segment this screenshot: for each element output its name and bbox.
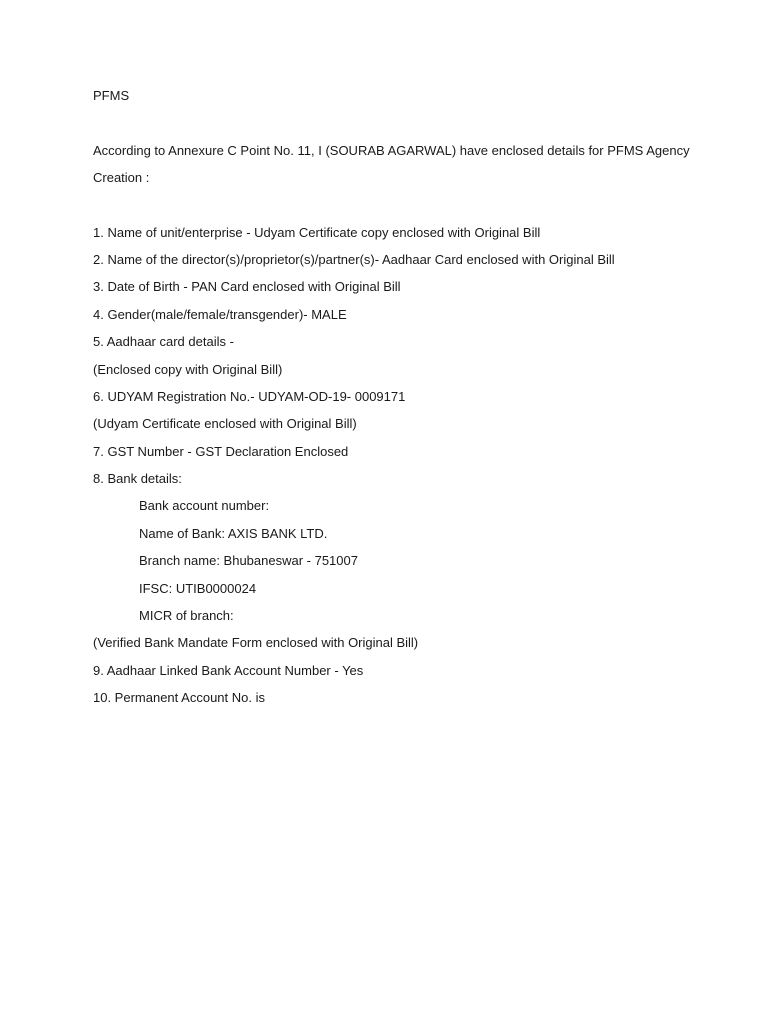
list-item: 10. Permanent Account No. is xyxy=(93,690,265,705)
intro-line-2: Creation : xyxy=(93,170,150,185)
list-item: (Enclosed copy with Original Bill) xyxy=(93,362,283,377)
list-item: (Verified Bank Mandate Form enclosed with Original Bill) xyxy=(93,635,419,650)
intro-line-1: According to Annexure C Point No. 11, I (SOURAB AGARWAL) have enclosed details for PFMS Agency xyxy=(93,143,690,158)
bank-detail-item: Name of Bank: AXIS BANK LTD. xyxy=(139,526,328,541)
list-item: 1. Name of unit/enterprise - Udyam Certificate copy enclosed with Original Bill xyxy=(93,225,541,240)
bank-detail-item: Bank account number: xyxy=(139,498,270,513)
list-item: 8. Bank details: xyxy=(93,471,182,486)
list-item: 4. Gender(male/female/transgender)- MALE xyxy=(93,307,347,322)
list-item: 5. Aadhaar card details - xyxy=(93,334,234,349)
list-item: 3. Date of Birth - PAN Card enclosed with Original Bill xyxy=(93,279,401,294)
list-item: 6. UDYAM Registration No.- UDYAM-OD-19- 0009171 xyxy=(93,389,406,404)
bank-detail-item: Branch name: Bhubaneswar - 751007 xyxy=(139,553,358,568)
bank-detail-item: IFSC: UTIB0000024 xyxy=(139,581,257,596)
list-item: (Udyam Certificate enclosed with Original Bill) xyxy=(93,416,357,431)
list-item: 2. Name of the director(s)/proprietor(s)/partner(s)- Aadhaar Card enclosed with Original Bill xyxy=(93,252,615,267)
list-item: 7. GST Number - GST Declaration Enclosed xyxy=(93,444,349,459)
bank-detail-item: MICR of branch: xyxy=(139,608,234,623)
list-item: 9. Aadhaar Linked Bank Account Number - Yes xyxy=(93,663,364,678)
document-heading: PFMS xyxy=(93,88,130,103)
